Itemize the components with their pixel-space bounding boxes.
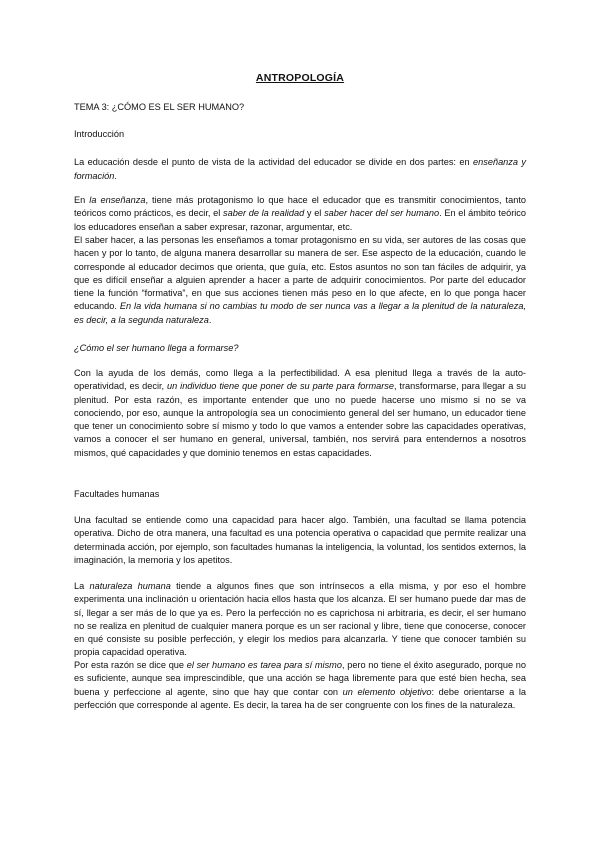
- topic-heading: TEMA 3: ¿CÓMO ES EL SER HUMANO?: [74, 102, 245, 112]
- formation-paragraph: Con la ayuda de los demás, como llega a la perfectibilidad. A esa plenitud llega a través de la auto-operatividad, es decir, un individuo tiene que poner de su parte para formarse, transformarse, para llegar a su plenitud. Por esta razón, es importante entender que uno no puede hacerse uno mismo si no se va conociendo, por eso, aunque la antropología sea un conocimiento general del ser humano, un educador tiene que tener un conocimiento sobre sí mismo y todo lo que vamos a entender sobre las capacidades operativas, vamos a conocer el ser humano en general, universal, también, nos servirá para entendernos a nosotros mismos, qué capacidades y que dominio tenemos en estas capacidades.: [74, 368, 526, 458]
- self-task-paragraph: Por esta razón se dice que el ser humano es tarea para sí mismo, pero no tiene el éxito asegurado, porque no es suficiente, aunque sea imprescindible, que una acción se haga libremente para que esté bien hecha, sea buena y perfeccione al agente, sino que hay que contar con un elemento objetivo: debe orientarse a la perfección que corresponde al agente. Es decir, la tarea ha de ser congruente con los fines de la naturaleza.: [74, 660, 526, 710]
- formation-question-heading: ¿Cómo el ser humano llega a formarse?: [74, 343, 239, 353]
- document-title: ANTROPOLOGÍA: [255, 72, 345, 84]
- know-how-paragraph: El saber hacer, a las personas les enseñamos a tomar protagonismo en su vida, ser autores de las cosas que hacen y por lo tanto, de alguna manera desarrollar su manera de ser. Ese aspecto de la educación, cuando le corresponde al educador decimos que orienta, que guía, etc. Estos asuntos no son tan fáciles de adquirir, ya que es difícil enseñar a alguien aprender a hacer a parte de adquirir conocimientos. Por parte del educador tiene la función “formativa”, en que sus acciones tienen más peso en lo que afecte, en lo que ponga hacer educando. En la vida humana si no cambias tu modo de ser nunca vas a llegar a la plenitud de la naturaleza, es decir, a la segunda naturaleza.: [74, 235, 526, 325]
- introduction-heading: Introducción: [74, 129, 125, 139]
- human-faculties-heading: Facultades humanas: [74, 489, 160, 499]
- faculty-definition-paragraph: Una facultad se entiende como una capacidad para hacer algo. También, una facultad se llama potencia operativa. Dicho de otra manera, una facultad es una potencia operativa o capacidad que permite realizar una determinada acción, por ejemplo, son facultades humanas la inteligencia, la voluntad, los sentidos externos, la imaginación, la memoria y los apetitos.: [74, 515, 526, 565]
- teaching-paragraph: En la enseñanza, tiene más protagonismo lo que hace el educador que es transmitir conocimientos, tanto teóricos como prácticos, es decir, el saber de la realidad y el saber hacer del ser humano. En el ámbito teórico los educadores enseñan a saber expresar, razonar, argumentar, etc.: [74, 195, 526, 232]
- human-nature-paragraph: La naturaleza humana tiende a algunos fines que son intrínsecos a ella misma, y por eso el hombre experimenta una inclinación u orientación hacia ellos hasta que los alcanza. El ser humano puede dar mas de sí, llegar a ser más de lo que ya es. Pero la perfección no es caprichosa ni arbitraria, es decir, el ser humano no se realiza en plenitud de cualquier manera porque es un ser racional y libre, tiene que conocerse, conocer en qué consiste su posible perfección, y elegir los medios para alcanzarla. Y tiene que conocer también su propia capacidad operativa.: [74, 581, 526, 658]
- intro-paragraph: La educación desde el punto de vista de la actividad del educador se divide en dos partes: en enseñanza y formación.: [74, 157, 526, 182]
